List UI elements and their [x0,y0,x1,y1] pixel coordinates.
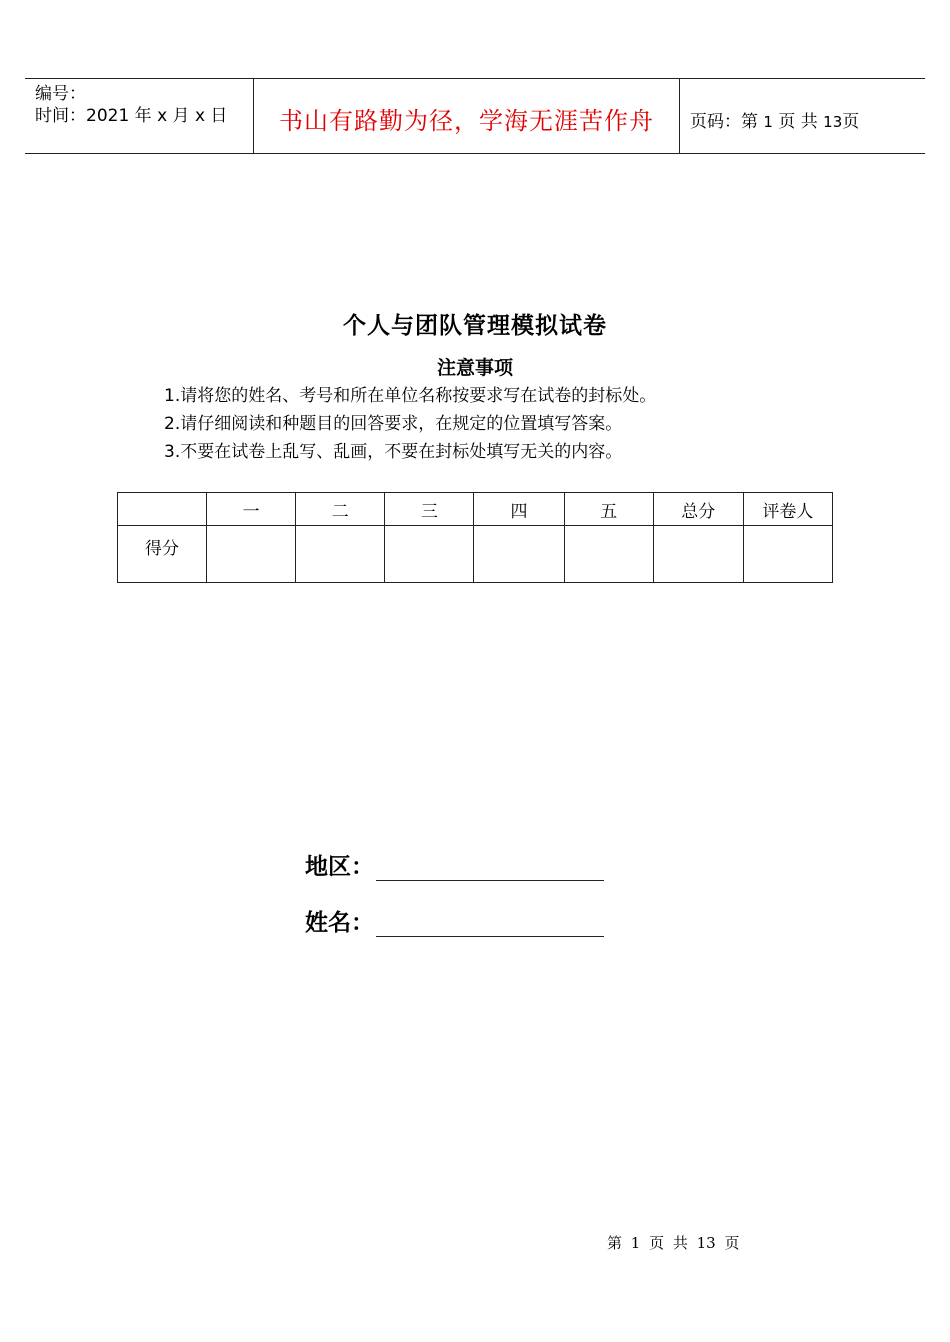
table-header-cell: 二 [296,493,385,526]
score-cell[interactable] [385,526,474,583]
score-cell[interactable] [296,526,385,583]
score-row-label: 得分 [118,526,207,583]
table-header-cell: 三 [385,493,474,526]
notice-item: 2.请仔细阅读和种题目的回答要求，在规定的位置填写答案。 [164,414,623,434]
serial-label: 编号： [35,84,86,104]
page-title: 个人与团队管理模拟试卷 [343,313,607,339]
notice-list [164,382,656,466]
score-cell[interactable] [474,526,564,583]
page-header [25,78,925,154]
table-header-cell: 一 [207,493,296,526]
score-cell[interactable] [743,526,832,583]
notice-item: 1.请将您的姓名、考号和所在单位名称按要求写在试卷的封标处。 [164,386,657,406]
name-label: 姓名： [305,910,374,936]
score-table-row [118,526,833,583]
table-header-cell: 评卷人 [743,493,832,526]
header-meta [35,83,227,127]
region-input-line[interactable] [376,854,604,881]
time-prefix: 时间： [35,106,86,126]
page-total: 13 [823,113,843,131]
time-rest: 年 x 月 x 日 [134,106,228,126]
time-year: 2021 [86,106,130,126]
page-mid: 页 共 [778,112,818,132]
notice-heading: 注意事项 [436,357,513,379]
name-input-line[interactable] [376,910,604,937]
header-divider [679,79,680,153]
score-cell[interactable] [653,526,743,583]
table-header-cell [118,493,207,526]
table-header-cell: 四 [474,493,564,526]
table-header-cell: 五 [564,493,653,526]
table-header-cell: 总分 [653,493,743,526]
region-field [305,848,604,881]
header-motto: 书山有路勤为径，学海无涯苦作舟 [279,107,654,135]
time-line [35,105,227,127]
score-cell[interactable] [207,526,296,583]
page-prefix: 页码：第 [690,112,758,132]
score-table [117,492,833,583]
name-field [305,904,604,937]
score-table-header-row [118,493,833,526]
page-current: 1 [763,113,773,131]
score-cell[interactable] [564,526,653,583]
header-page-number [690,107,859,132]
page-footer: 第 1 页 共 13 页 [607,1234,740,1252]
region-label: 地区： [305,854,374,880]
page-suffix: 页 [842,112,860,132]
notice-item: 3.不要在试卷上乱写、乱画，不要在封标处填写无关的内容。 [164,442,623,462]
